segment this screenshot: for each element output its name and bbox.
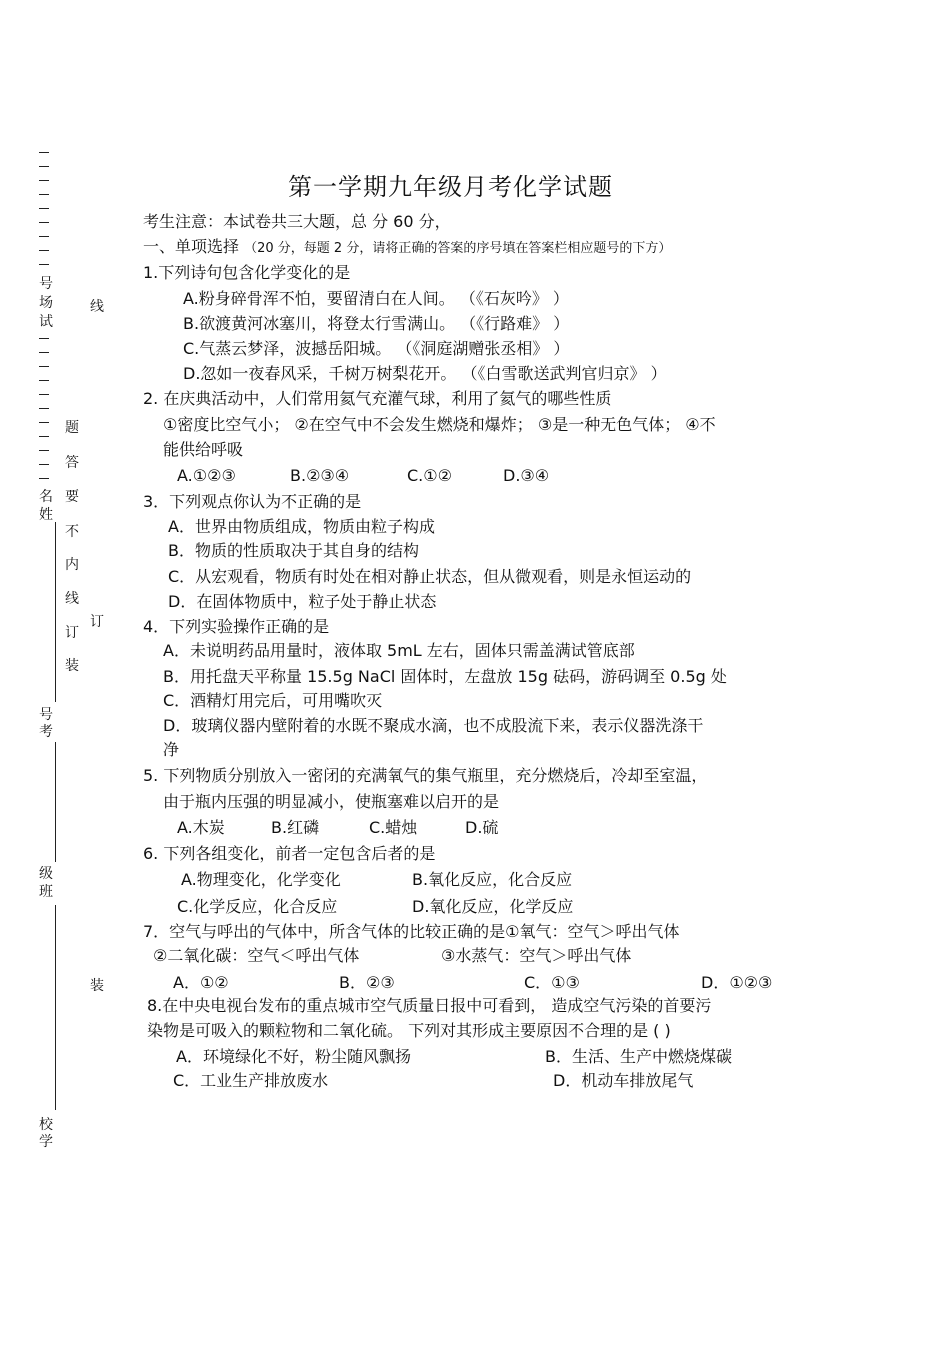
option-d: D．玻璃仪器内壁附着的水既不聚成水滴，也不成股流下来，表示仪器洗涤干 (163, 716, 704, 735)
option-d: D．在固体物质中，粒子处于静止状态 (168, 592, 437, 611)
option-b: B.氧化反应，化合反应 (412, 870, 573, 889)
option-d: D.③④ (503, 466, 550, 485)
option-b: B．用托盘天平称量 15.5g NaCl 固体时，左盘放 15g 砝码，游码调至 0.5g 处 (163, 667, 727, 686)
binding-label: 号 (39, 707, 53, 723)
option-d-continued: 净 (163, 740, 180, 759)
option-c: C.气蒸云梦泽，波撼岳阳城。 （《洞庭湖赠张丞相》 ） (183, 339, 570, 358)
option-b: B．物质的性质取决于其自身的结构 (168, 541, 419, 560)
binding-label: 校 (39, 1117, 53, 1133)
option-b: B.②③④ (290, 466, 350, 485)
option-b: B．生活、生产中燃烧煤碳 (545, 1047, 732, 1066)
binding-label: 学 (39, 1134, 53, 1150)
option-d: D．机动车排放尾气 (553, 1071, 694, 1090)
option-d: D.硫 (465, 818, 499, 837)
option-c: C．①③ (524, 973, 580, 992)
option-a: A．未说明药品用量时，液体取 5mL 左右，固体只需盖满试管底部 (163, 641, 635, 660)
question-stem: 4．下列实验操作正确的是 (143, 617, 330, 636)
option-a: A.木炭 (177, 818, 225, 837)
option-a: A.物理变化，化学变化 (181, 870, 341, 889)
binding-warning-char: 答 (65, 455, 79, 471)
binding-label: 班 (39, 884, 53, 900)
question-text: ①密度比空气小； ②在空气中不会发生燃烧和爆炸； ③是一种无色气体； ④不 (163, 415, 716, 434)
binding-mark: 装 (90, 978, 104, 994)
page-title: 第一学期九年级月考化学试题 (288, 173, 613, 201)
option-c: C.①② (407, 466, 452, 485)
option-d: D.氧化反应，化学反应 (412, 897, 574, 916)
option-c: C．酒精灯用完后，可用嘴吹灭 (163, 691, 383, 710)
binding-label: 级 (39, 866, 53, 882)
question-stem: 8.在中央电视台发布的重点城市空气质量日报中可看到， 造成空气污染的首要污 (147, 996, 712, 1015)
question-text: 由于瓶内压强的明显减小，使瓶塞难以启开的是 (163, 792, 500, 811)
binding-warning-char: 要 (65, 489, 79, 505)
binding-warning-char: 内 (65, 557, 79, 573)
option-d: D.忽如一夜春风采，千树万树梨花开。 （《白雪歌送武判官归京》 ） (183, 364, 667, 383)
question-stem: 3．下列观点你认为不正确的是 (143, 492, 362, 511)
exam-notice: 考生注意：本试卷共三大题，总 分 60 分， (143, 212, 451, 231)
option-a: A.粉身碎骨浑不怕，要留清白在人间。 （《石灰吟》 ） (183, 289, 569, 308)
option-c: C.蜡烛 (369, 818, 418, 837)
binding-warning-char: 订 (65, 625, 79, 641)
binding-mark: 订 (90, 614, 104, 630)
option-a: A．环境绿化不好，粉尘随风飘扬 (176, 1047, 411, 1066)
binding-label: 考 (39, 724, 53, 740)
binding-label: 号 (39, 276, 53, 292)
question-stem: 2. 在庆典活动中，人们常用氦气充灌气球，利用了氦气的哪些性质 (143, 389, 612, 408)
option-c: C．工业生产排放废水 (173, 1071, 329, 1090)
binding-warning-char: 线 (65, 591, 79, 607)
binding-label: 试 (39, 314, 53, 330)
binding-line (55, 742, 56, 862)
binding-mark: 线 (90, 299, 104, 315)
binding-warning-char: 题 (65, 420, 79, 436)
option-b: B．②③ (339, 973, 395, 992)
section-heading (143, 237, 671, 259)
binding-line (55, 522, 56, 702)
option-d: D．①②③ (701, 973, 773, 992)
question-text: 染物是可吸入的颗粒物和二氧化硫。 下列对其形成主要原因不合理的是 ( ) (147, 1021, 671, 1040)
binding-line (55, 905, 56, 1110)
option-b: B.红磷 (271, 818, 320, 837)
binding-label: 姓 (39, 507, 53, 523)
option-c: C．从宏观看，物质有时处在相对静止状态，但从微观看，则是永恒运动的 (168, 567, 692, 586)
option-c: C.化学反应，化合反应 (177, 897, 338, 916)
question-stem: 1.下列诗句包含化学变化的是 (143, 263, 351, 282)
question-text: 能供给呼吸 (163, 440, 244, 459)
binding-warning-char: 装 (65, 658, 79, 674)
option-a: A.①②③ (177, 466, 236, 485)
option-a: A．①② (173, 973, 229, 992)
question-stem: 7．空气与呼出的气体中，所含气体的比较正确的是①氧气：空气＞呼出气体 (143, 922, 680, 941)
binding-label: 场 (39, 295, 53, 311)
binding-label: 名 (39, 489, 53, 505)
option-a: A．世界由物质组成，物质由粒子构成 (168, 517, 435, 536)
question-text: ③水蒸气：空气＞呼出气体 (441, 946, 632, 965)
option-b: B.欲渡黄河冰塞川，将登太行雪满山。 （《行路难》 ） (183, 314, 570, 333)
question-stem: 6. 下列各组变化，前者一定包含后者的是 (143, 844, 436, 863)
section-title: 一、单项选择 (143, 237, 240, 256)
question-stem: 5. 下列物质分别放入一密闭的充满氧气的集气瓶里，充分燃烧后，冷却至室温， (143, 766, 708, 785)
section-instructions: （20 分，每题 2 分，请将正确的答案的序号填在答案栏相应题号的下方） (244, 241, 672, 256)
binding-warning-char: 不 (65, 524, 79, 540)
question-text: ②二氧化碳：空气＜呼出气体 (153, 946, 360, 965)
